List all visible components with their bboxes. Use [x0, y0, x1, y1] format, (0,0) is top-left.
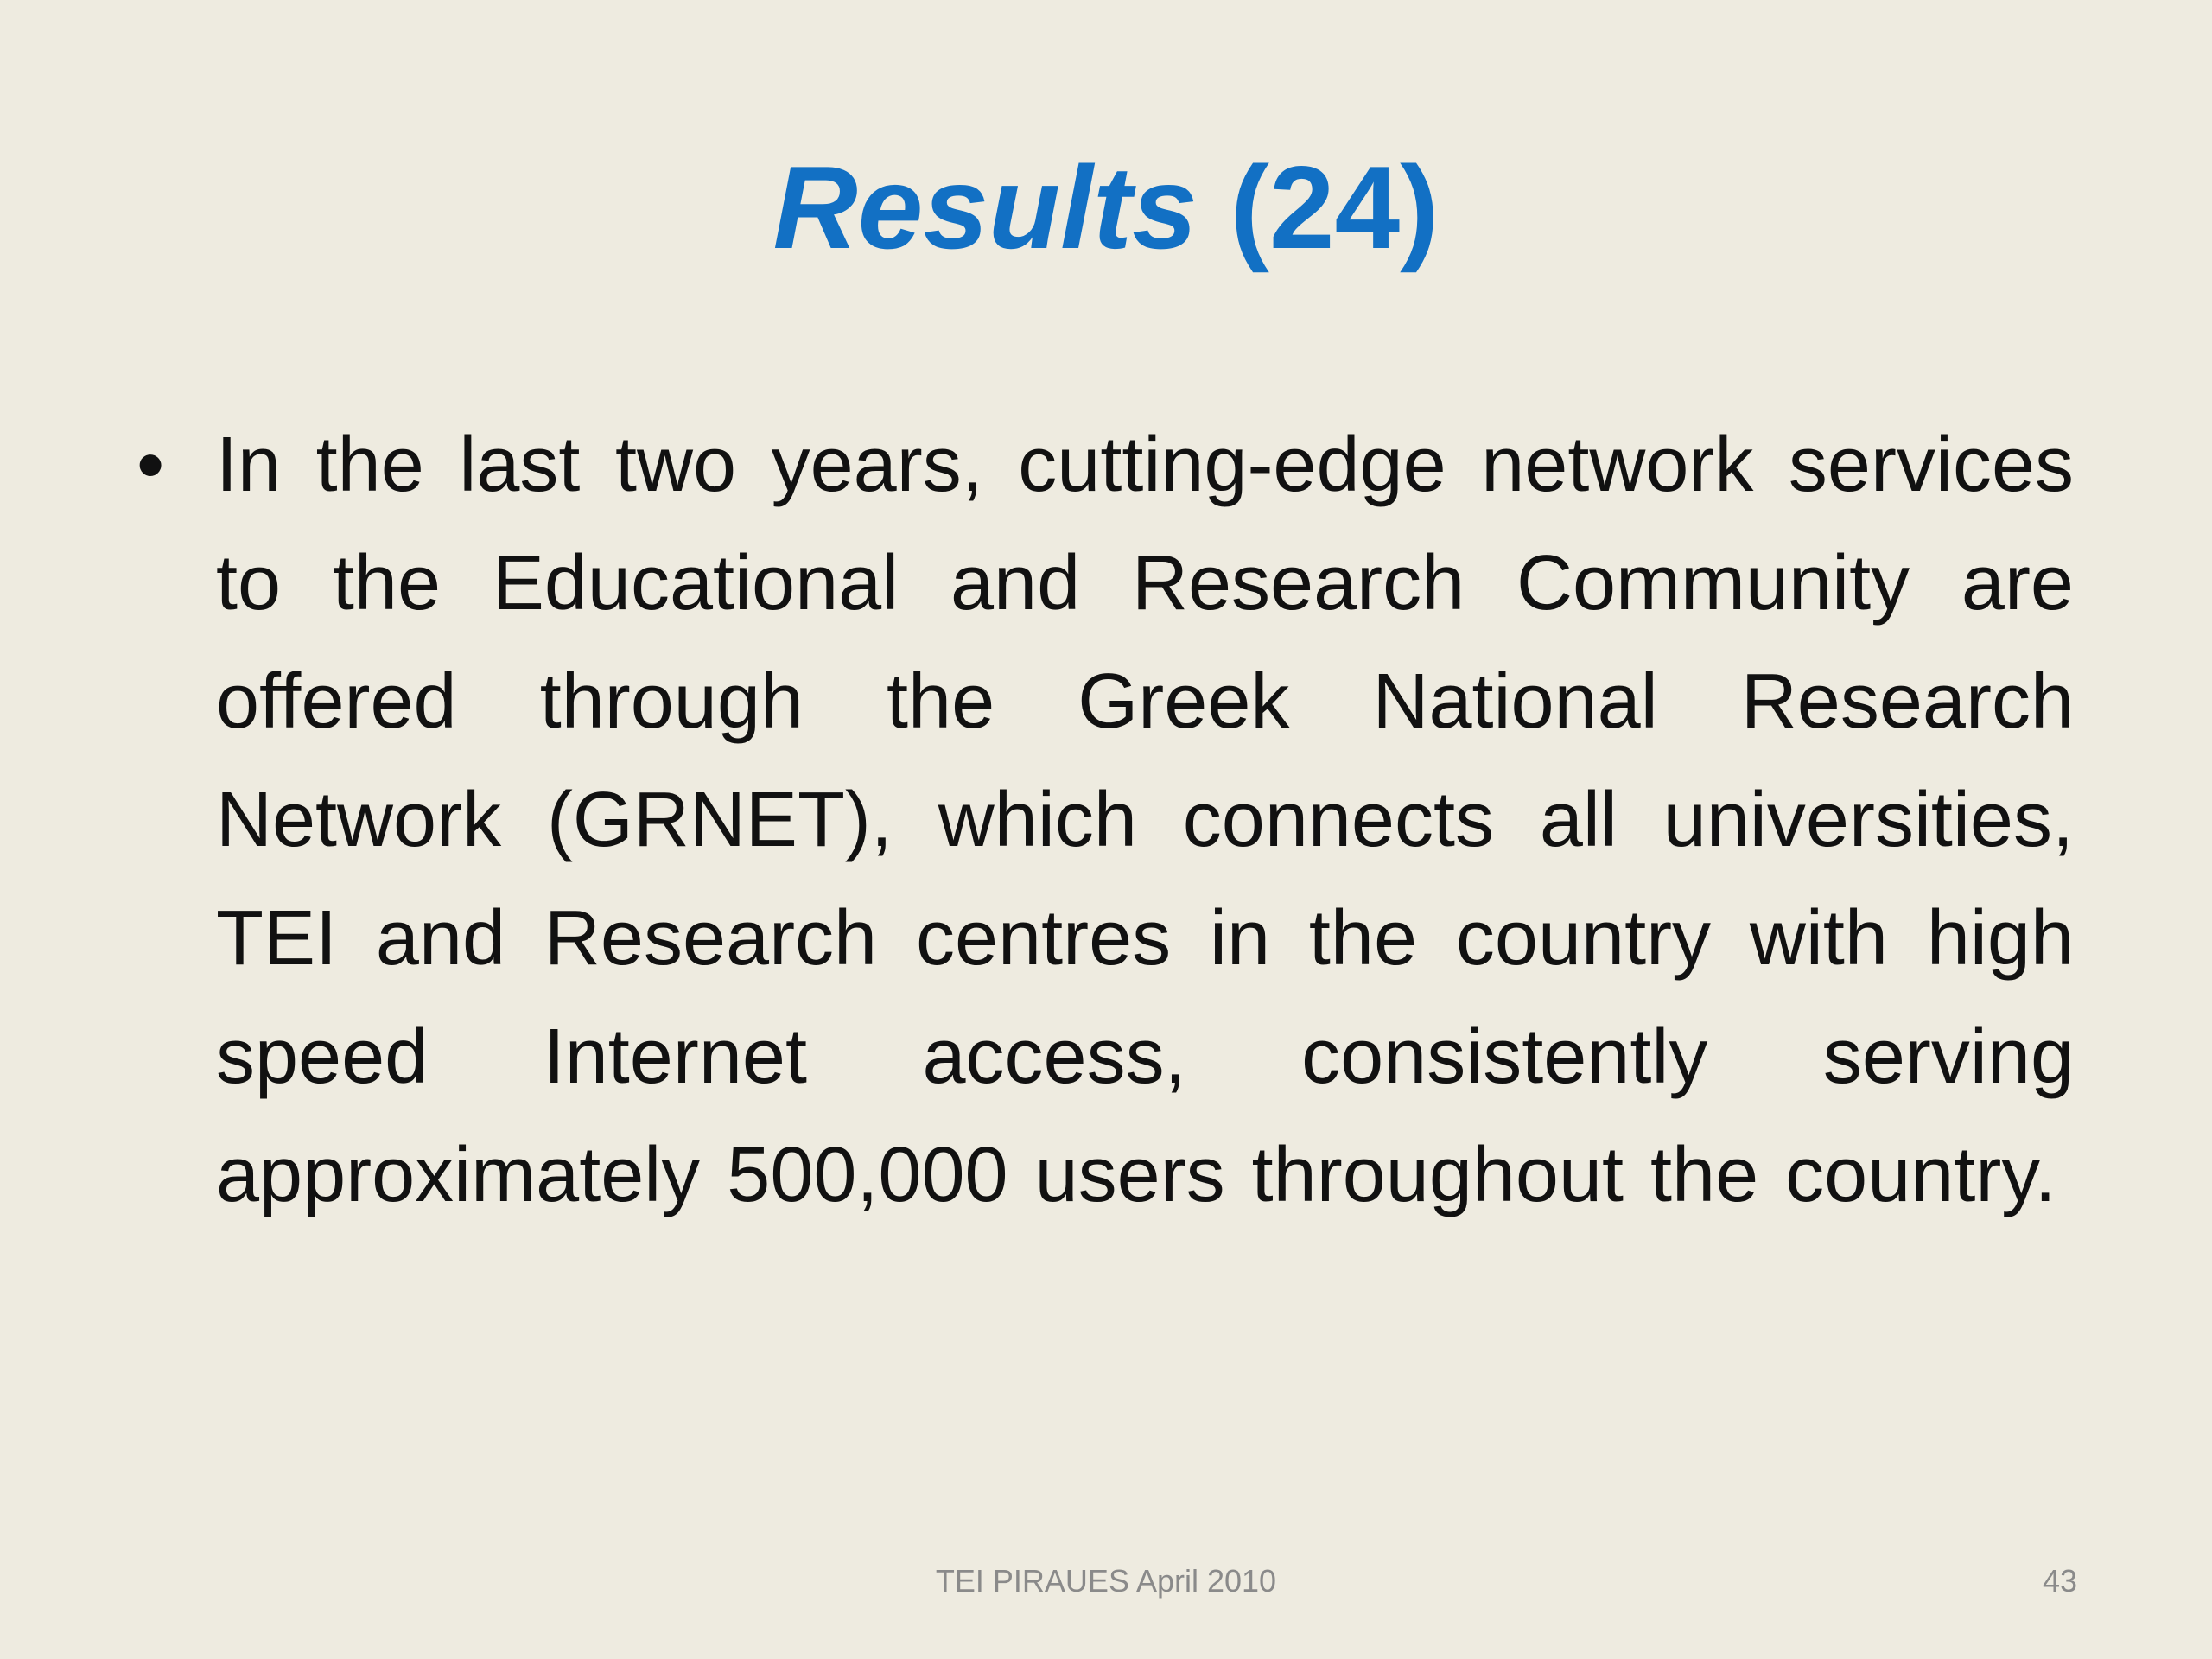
bullet-item	[130, 406, 2074, 1235]
slide-title-main: Results	[772, 142, 1198, 273]
bullet-icon: •	[137, 421, 165, 509]
slide-title	[0, 138, 2212, 276]
page-number: 43	[2042, 1563, 2077, 1599]
bullet-text: In the last two years, cutting-edge network services to the Educational and Research Community are offered through the Greek National Research Network (GRNET), which connects all universities, TEI and Research centres in the country with high speed Internet access, consistently serving approximately 500,000 users throughout the country.	[216, 422, 2074, 1218]
slide-title-suffix: (24)	[1230, 142, 1440, 273]
slide-body	[130, 406, 2074, 1235]
footer-text: TEI PIRAUES April 2010	[935, 1563, 1277, 1599]
